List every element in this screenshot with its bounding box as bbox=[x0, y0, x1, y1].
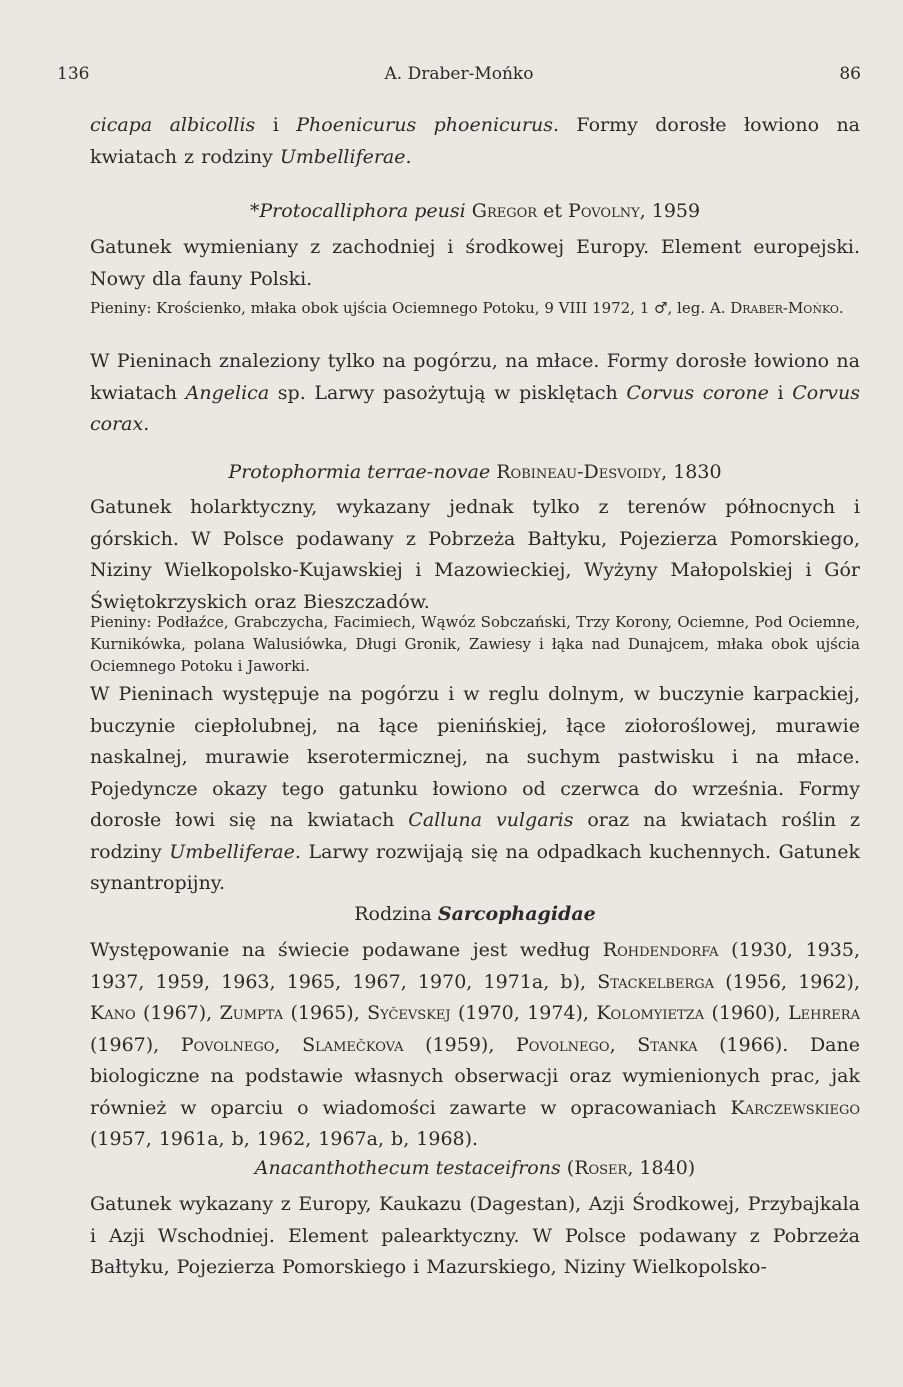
author-name: Povolnego bbox=[180, 1033, 275, 1056]
species-paragraph: Gatunek holarktyczny, wykazany jednak tylko z terenów północnych i górskich. W Polsce podawany z Pobrzeża Bałtyku, Pojezierza Pomorskiego, Niziny Wielkopolsko-Kujawskiej i Mazowieckiej, Wyżyny Małopolskiej i Gór Świętokrzyskich oraz Bieszczadów. bbox=[90, 496, 860, 613]
text: (1966). Dane biologiczne na podstawie własnych obserwacji oraz wymienionych prac, jak również w oparciu o wiadomości zawarte w opracowaniach bbox=[90, 1033, 860, 1119]
text: (1957, 1961a, b, 1962, 1967a, b, 1968). bbox=[90, 1128, 479, 1150]
text: (1960), bbox=[704, 1002, 789, 1024]
italic-taxon: Calluna vulgaris bbox=[408, 809, 574, 831]
italic-taxon: Phoenicurus phoenicurus. bbox=[296, 114, 560, 136]
text: i bbox=[768, 381, 793, 404]
author-name: Slamečkova bbox=[302, 1033, 404, 1056]
italic-taxon: cicapa albicollis bbox=[90, 114, 256, 136]
species-name: Anacanthothecum testaceifrons bbox=[254, 1157, 561, 1179]
text: , bbox=[609, 1033, 638, 1056]
author-name: Povolnego bbox=[515, 1033, 610, 1056]
text: i bbox=[255, 114, 297, 136]
text: (1965), bbox=[283, 1002, 368, 1024]
text: W Pieninach znaleziony tylko na pogórzu, na młace. Formy dorosłe łowiono na kwiatach bbox=[90, 350, 860, 404]
author-name: Rohdendorfa bbox=[602, 939, 719, 961]
text: (1956, 1962), bbox=[714, 970, 860, 993]
year: , 1840) bbox=[627, 1157, 696, 1179]
family-heading bbox=[90, 899, 860, 931]
italic-taxon: Corvus corax. bbox=[90, 381, 860, 435]
text: (1967), bbox=[135, 1002, 220, 1024]
italic-taxon: Umbelliferae. bbox=[169, 840, 301, 863]
text: (1967), bbox=[90, 1033, 181, 1056]
author-name: Stanka bbox=[637, 1033, 698, 1056]
species-paragraph: Gatunek wymieniany z zachodniej i środkowej Europy. Element europejski. Nowy dla fauny Polski. bbox=[90, 236, 860, 290]
year: , 1959 bbox=[639, 200, 701, 222]
species-paragraph: Gatunek wykazany z Europy, Kaukazu (Dagestan), Azji Środkowej, Przybajkala i Azji Wschodniej. Element palearktyczny. W Polsce podawany z Pobrzeża Bałtyku, Pojezierza Pomorskiego i Mazurskiego, Niziny Wielkopolsko- bbox=[90, 1193, 860, 1278]
running-title: A. Draber-Mońko bbox=[384, 64, 534, 84]
page-number-right: 86 bbox=[839, 64, 861, 84]
species-paragraph bbox=[90, 679, 860, 900]
text: Formy dorosłe łowiono na kwiatach z rodziny bbox=[90, 114, 861, 168]
collector-name: A. Draber-Mońko. bbox=[709, 299, 844, 317]
author-name: Stackelberga bbox=[597, 970, 714, 993]
text: oraz na kwiatach roślin z rodziny bbox=[90, 809, 860, 863]
italic-taxon: Angelica bbox=[185, 381, 270, 404]
text: Rodzina bbox=[354, 903, 438, 925]
species-heading-anacanthothecum bbox=[90, 1153, 860, 1185]
text: Występowanie na świecie podawane jest według bbox=[90, 939, 603, 961]
italic-taxon: Umbelliferae. bbox=[279, 145, 412, 168]
page-number-left: 136 bbox=[57, 64, 90, 84]
text: W Pieninach występuje na pogórzu i w reglu dolnym, w buczynie karpackiej, buczynie ciepłolubnej, na łące pienińskiej, łące ziołoroślowej, murawie naskalnej, murawie kserotermicznej, na suchym pastwisku i na młace. Pojedyncze okazy tego gatunku łowiono od czerwca do września. Formy dorosłe łowi się na kwiatach bbox=[90, 683, 860, 831]
text: , bbox=[274, 1033, 303, 1056]
species-paragraph bbox=[90, 346, 860, 441]
text: Pieniny: Krościenko, młaka obok ujścia Ociemnego Potoku, 9 VIII 1972, 1 ♂, leg. bbox=[90, 299, 710, 317]
text: Larwy rozwijają się na odpadkach kuchennych. Gatunek synantropijny. bbox=[90, 840, 860, 894]
author-name: Karczewskiego bbox=[730, 1096, 860, 1119]
text: (1970, 1974), bbox=[450, 1002, 597, 1024]
author-name: Gregor bbox=[471, 200, 538, 222]
author-name: Robineau-Desvoidy bbox=[496, 461, 662, 483]
locality-record: Pieniny: Podłaźce, Grabczycha, Facimiech, Wąwóz Sobczański, Trzy Korony, Ociemne, Pod Ociemne, Kurnikówka, polana Walusiówka, Długi Gronik, Zawiesy i łąka nad Dunajcem, młaka obok ujścia Ociemnego Potoku i Jaworki. bbox=[90, 613, 860, 675]
species-heading-protocalliphora bbox=[90, 196, 860, 228]
text: ( bbox=[560, 1157, 575, 1179]
author-name: Lehrera bbox=[788, 1002, 860, 1024]
year: , 1830 bbox=[661, 461, 722, 483]
family-paragraph bbox=[90, 935, 860, 1156]
locality-record bbox=[90, 297, 860, 319]
text: (1930, 1935, 1937, 1959, 1963, 1965, 1967, 1970, 1971a, b), bbox=[90, 939, 860, 993]
author-name: Roser bbox=[574, 1157, 628, 1179]
species-name: Protophormia terrae-novae bbox=[228, 461, 491, 483]
family-name: Sarcophagidae bbox=[437, 903, 596, 925]
italic-taxon: Corvus corone bbox=[626, 381, 769, 404]
author-name: Povolny bbox=[568, 200, 640, 222]
species-heading-protophormia bbox=[90, 457, 860, 489]
text: sp. Larwy pasożytują w pisklętach bbox=[269, 381, 627, 404]
author-name: Kolomyietza bbox=[596, 1002, 705, 1024]
species-name: *Protocalliphora peusi bbox=[249, 200, 466, 222]
author-name: Kano bbox=[90, 1002, 136, 1024]
text: (1959), bbox=[403, 1033, 516, 1056]
author-name: Syčevskej bbox=[367, 1002, 451, 1024]
continued-paragraph bbox=[90, 110, 860, 173]
page-header bbox=[57, 64, 861, 86]
text: et bbox=[537, 200, 569, 222]
author-name: Zumpta bbox=[219, 1002, 284, 1024]
